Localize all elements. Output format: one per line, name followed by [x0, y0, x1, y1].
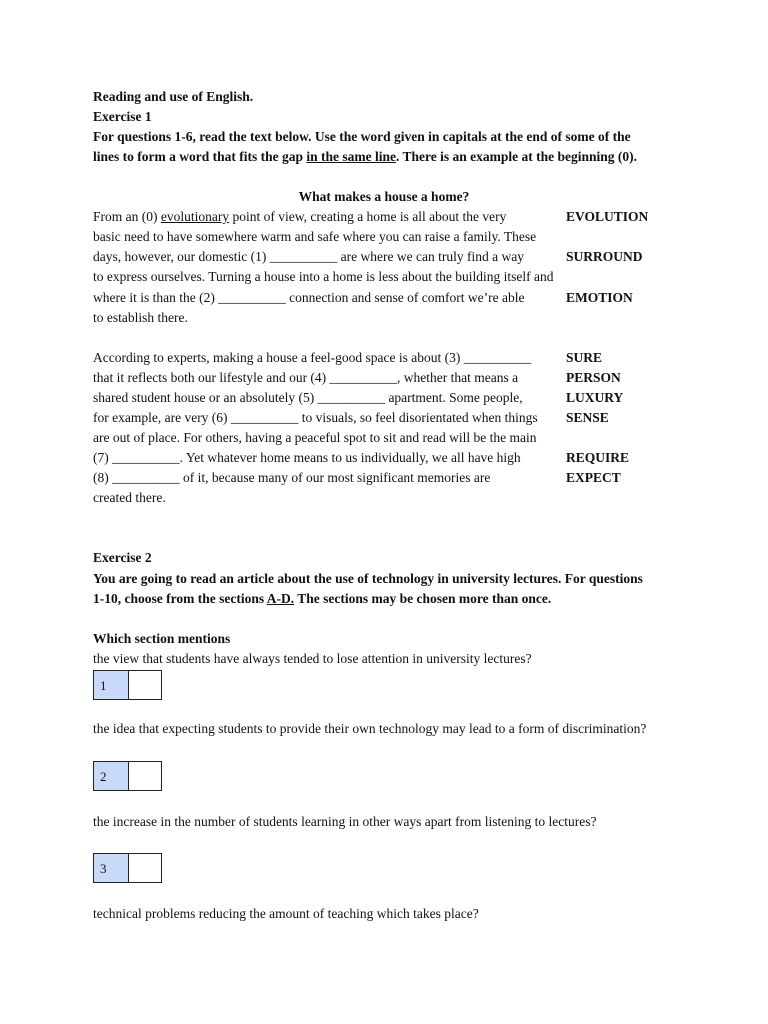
- text-line: to express ourselves. Turning a house into a home is less about the building itself and: [93, 269, 554, 284]
- question-1-text: the view that students have always tended to lose attention in university lectures?: [93, 651, 532, 666]
- text-line: According to experts, making a house a feel-good space is about (3) __________: [93, 350, 532, 365]
- answer-number: 1: [93, 670, 129, 700]
- answer-number: 3: [93, 853, 129, 883]
- text-line: From an (0) evolutionary point of view, creating a home is all about the very: [93, 209, 507, 224]
- text-line: days, however, our domestic (1) __________ are where we can truly find a way: [93, 249, 524, 264]
- exercise1-label: Exercise 1: [93, 109, 152, 124]
- text-line: basic need to have somewhere warm and safe where you can raise a family. These: [93, 229, 537, 244]
- text-line: (8) __________ of it, because many of our most significant memories are: [93, 470, 491, 485]
- answer-box-2: [93, 761, 162, 791]
- answer-input-1[interactable]: [129, 670, 162, 700]
- answer-number: 2: [93, 761, 129, 791]
- question-2-text: the idea that expecting students to provide their own technology may lead to a form of discrimination?: [93, 721, 647, 736]
- keyword-require: REQUIRE: [566, 450, 630, 465]
- text-line: for example, are very (6) __________ to visuals, so feel disorientated when things: [93, 410, 538, 425]
- exercise2-label: Exercise 2: [93, 550, 152, 565]
- text-line: created there.: [93, 490, 166, 505]
- text-title: What makes a house a home?: [298, 189, 470, 204]
- text-line: where it is than the (2) __________ connection and sense of comfort we’re able: [93, 290, 525, 305]
- text-line: (7) __________. Yet whatever home means to us individually, we all have high: [93, 450, 521, 465]
- exercise1-instructions-line2: lines to form a word that fits the gap in the same line. There is an example at the beginning (0).: [93, 149, 637, 164]
- keyword-expect: EXPECT: [566, 470, 621, 485]
- answer-input-2[interactable]: [129, 761, 162, 791]
- exercise2-instructions-line2: 1-10, choose from the sections A-D. The sections may be chosen more than once.: [93, 591, 552, 606]
- text-line: that it reflects both our lifestyle and our (4) __________, whether that means a: [93, 370, 519, 385]
- keyword-sense: SENSE: [566, 410, 609, 425]
- section-title: Reading and use of English.: [93, 89, 254, 104]
- keyword-surround: SURROUND: [566, 249, 643, 264]
- question-3-text: the increase in the number of students learning in other ways apart from listening to lectures?: [93, 814, 597, 829]
- keyword-evolution: EVOLUTION: [566, 209, 649, 224]
- exercise2-instructions-line1: You are going to read an article about the use of technology in university lectures. For questions: [93, 571, 643, 586]
- keyword-emotion: EMOTION: [566, 290, 633, 305]
- keyword-luxury: LUXURY: [566, 390, 624, 405]
- keyword-sure: SURE: [566, 350, 603, 365]
- keyword-person: PERSON: [566, 370, 621, 385]
- answer-box-1: [93, 670, 162, 700]
- exercise1-instructions-line1: For questions 1-6, read the text below. Use the word given in capitals at the end of some of the: [93, 129, 631, 144]
- question-4-text: technical problems reducing the amount of teaching which takes place?: [93, 906, 479, 921]
- which-section-heading: Which section mentions: [93, 631, 231, 646]
- text-line: to establish there.: [93, 310, 188, 325]
- answer-box-3: [93, 853, 162, 883]
- answer-input-3[interactable]: [129, 853, 162, 883]
- text-line: are out of place. For others, having a peaceful spot to sit and read will be the main: [93, 430, 537, 445]
- text-line: shared student house or an absolutely (5) __________ apartment. Some people,: [93, 390, 523, 405]
